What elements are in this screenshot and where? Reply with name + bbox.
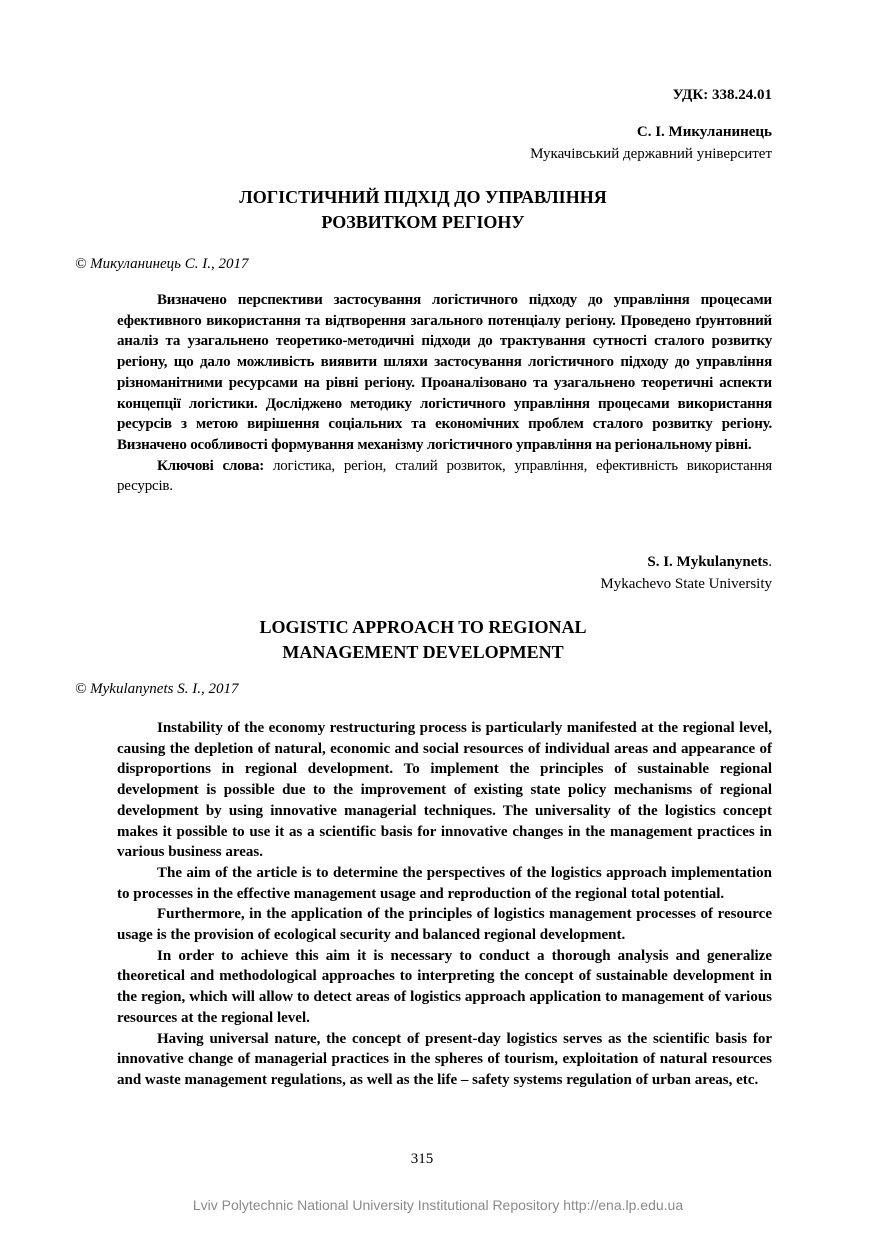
- udk-code: УДК: 338.24.01: [672, 87, 772, 103]
- en-copyright: © Mykulanynets S. I., 2017: [75, 681, 239, 697]
- ua-keywords-label: Ключові слова:: [157, 457, 265, 474]
- en-paragraph: Instability of the economy restructuring process is particularly manifested at the regional level, causing the depletion of natural, economic and social resources of individual areas and appearance of disproportions in regional development. To implement the principles of sustainable regional development is possible due to the improvement of existing state policy mechanisms of regional development by using innovative managerial techniques. The universality of the logistics concept makes it possible to use it as a scientific basis for innovative changes in the management practices in various business areas.: [117, 720, 772, 861]
- en-paragraph: The aim of the article is to determine the perspectives of the logistics approach implementation to processes in the effective management usage and reproduction of the regional total potential.: [117, 864, 772, 902]
- en-paragraph: In order to achieve this aim it is necessary to conduct a thorough analysis and generalize theoretical and methodological approaches to interpreting the concept of sustainable development in the region, which will allow to detect areas of logistics approach application to management of various resources at the regional level.: [117, 947, 772, 1026]
- page-number: 315: [410, 1151, 434, 1167]
- repository-footer: Lviv Polytechnic National University Institutional Repository http://ena.lp.edu.ua: [192, 1197, 684, 1213]
- en-abstract: [117, 718, 772, 1091]
- en-paragraph: Furthermore, in the application of the principles of logistics management processes of resource usage is the provision of ecological security and balanced regional development.: [117, 906, 772, 944]
- en-paragraph: Having universal nature, the concept of present-day logistics serves as the scientific basis for innovative change of managerial practices in the spheres of tourism, exploitation of natural resources and waste management regulations, as well as the life – safety systems regulation of urban areas, etc.: [117, 1030, 772, 1088]
- en-author-suffix: .: [768, 554, 772, 570]
- ua-copyright: © Микуланинець С. І., 2017: [75, 256, 249, 272]
- ua-title-line1: ЛОГІСТИЧНИЙ ПІДХІД ДО УПРАВЛІННЯ: [239, 187, 607, 207]
- en-author: S. I. Mykulanynets: [647, 554, 769, 570]
- en-author-line: [647, 554, 772, 571]
- en-affiliation: Mykachevo State University: [600, 576, 772, 592]
- en-title-line2: MANAGEMENT DEVELOPMENT: [282, 642, 564, 662]
- ua-title-line2: РОЗВИТКОМ РЕГІОНУ: [321, 212, 525, 232]
- ua-keywords-list: логістика, регіон, сталий розвиток, управління, ефективність використання ресурсів.: [117, 457, 772, 495]
- ua-author: С. І. Микуланинець: [636, 124, 772, 140]
- ua-keywords: [117, 456, 772, 497]
- ua-affiliation: Мукачівський державний університет: [530, 146, 772, 162]
- ua-abstract: [117, 290, 772, 497]
- en-title: [117, 615, 729, 665]
- ua-abstract-text: Визначено перспективи застосування логістичного підходу до управління процесами ефективного використання та відтворення загального потенціалу регіону. Проведено ґрунтовний аналіз та узагальнено теоретико-методичні підходи до трактування сутності сталого розвитку регіону, що дало можливість виявити шляхи застосування логістичного підходу до управління різноманітними ресурсами на рівні регіону. Проаналізовано та узагальнено теоретичні аспекти концепції логістики. Досліджено методику логістичного управління процесами використання ресурсів з метою вирішення соціальних та економічних проблем сталого розвитку регіону. Визначено особливості формування механізму логістичного управління на регіональному рівні.: [117, 292, 772, 453]
- en-title-line1: LOGISTIC APPROACH TO REGIONAL: [259, 617, 587, 637]
- ua-title: [117, 185, 729, 235]
